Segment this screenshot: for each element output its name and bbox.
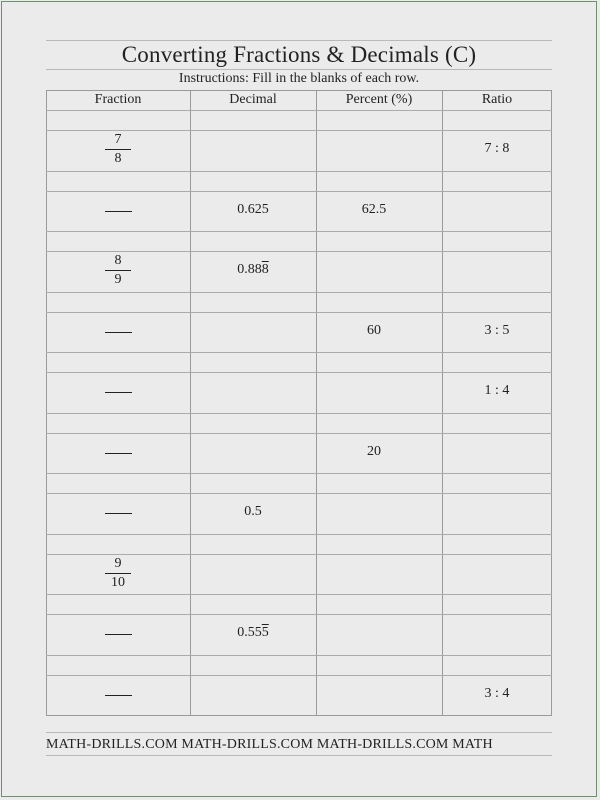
row-divider [46,352,552,353]
decimal-repeating-digit: 8 [261,262,269,277]
ratio-value: 1 : 4 [484,383,510,398]
worksheet-title: Converting Fractions & Decimals (C) [121,42,477,67]
fraction-denominator: 10 [111,574,125,590]
header-decimal: Decimal [229,92,277,107]
fraction-bar [105,270,131,271]
footer-top-rule [46,732,552,733]
row-divider [46,433,552,434]
footer-text: MATH-DRILLS.COM MATH-DRILLS.COM MATH-DRILLS.COM MATH [46,737,493,752]
fraction-blank [105,392,132,393]
decimal-value [213,625,293,641]
fraction-numerator: 8 [114,253,122,268]
row-divider [46,554,552,555]
worksheet-table [46,90,552,716]
fraction-denominator: 9 [114,272,122,287]
decimal-value [213,504,293,520]
ratio-value: 7 : 8 [484,141,510,156]
row-divider [46,292,552,293]
row-divider [46,594,552,595]
title-bottom-rule [46,69,552,70]
title-top-rule [46,40,552,41]
decimal-value [213,262,293,278]
column-divider [442,90,443,716]
row-divider [46,130,552,131]
row-divider [46,534,552,535]
row-divider [46,372,552,373]
fraction-blank [105,634,132,635]
column-divider [316,90,317,716]
fraction-numerator: 9 [114,555,122,571]
row-divider [46,171,552,172]
fraction-blank [105,211,132,212]
row-divider [46,614,552,615]
fraction-blank [105,332,132,333]
fraction-value [88,556,148,591]
row-divider [46,473,552,474]
decimal-digits: 0.5 [244,504,262,519]
fraction-blank [105,695,132,696]
instructions-text: Instructions: Fill in the blanks of each row. [178,71,420,86]
row-divider [46,493,552,494]
decimal-repeating-digit: 5 [261,625,269,640]
fraction-bar [105,573,131,574]
header-ratio: Ratio [481,92,513,107]
header-fraction: Fraction [94,92,142,107]
decimal-digits: 0.88 [237,262,262,277]
ratio-value: 3 : 5 [484,322,510,338]
row-divider [46,675,552,676]
row-divider [46,231,552,232]
column-divider [190,90,191,716]
percent-value: 60 [367,322,381,338]
percent-value: 20 [367,443,381,459]
fraction-blank [105,513,132,514]
fraction-denominator: 8 [114,151,122,166]
fraction-numerator: 7 [114,132,122,147]
row-divider [46,110,552,111]
row-divider [46,312,552,313]
fraction-blank [105,453,132,454]
decimal-digits: 0.625 [237,201,269,217]
fraction-bar [105,149,131,150]
fraction-value [88,132,148,167]
ratio-value: 3 : 4 [484,685,510,701]
decimal-digits: 0.55 [237,625,262,640]
row-divider [46,655,552,656]
footer-bottom-rule [46,755,552,756]
percent-value: 62.5 [361,201,387,217]
row-divider [46,413,552,414]
header-percent: Percent (%) [345,92,413,107]
fraction-value [88,253,148,288]
row-divider [46,191,552,192]
decimal-value [213,202,293,218]
row-divider [46,251,552,252]
